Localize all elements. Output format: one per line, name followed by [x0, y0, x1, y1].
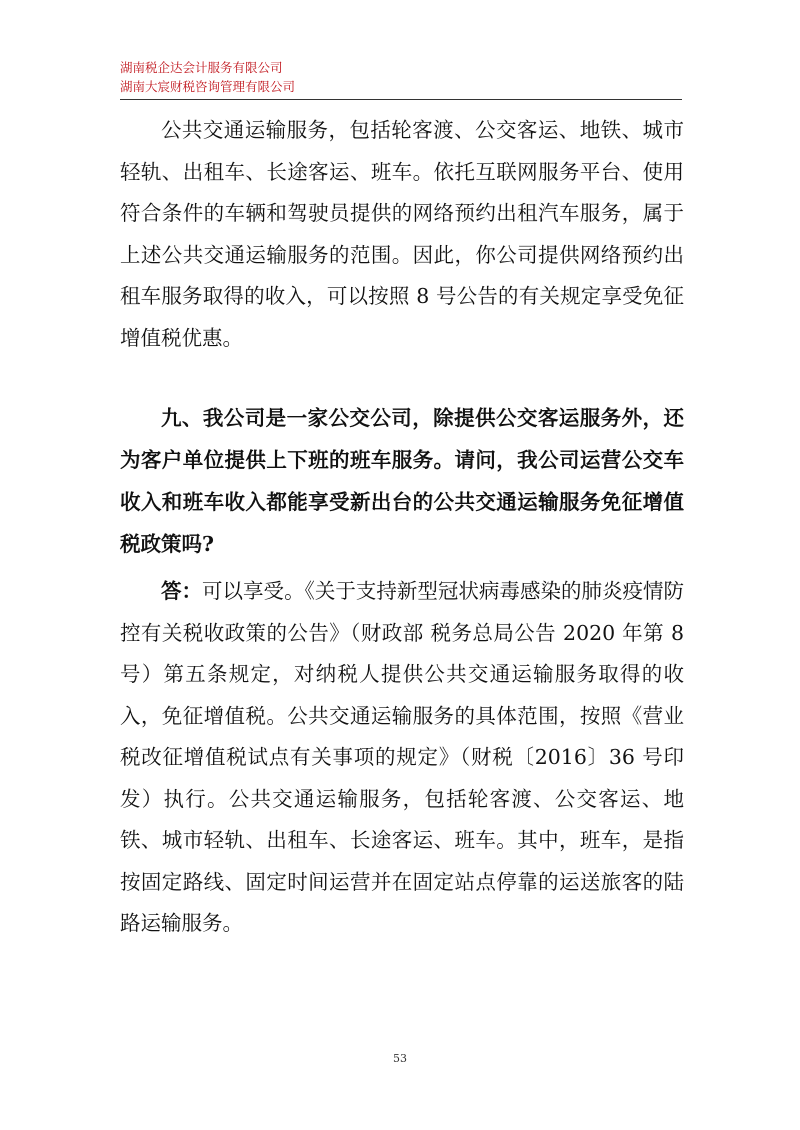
answer-9 [120, 571, 684, 945]
header-divider [120, 99, 682, 100]
page-number: 53 [393, 1052, 407, 1065]
question-9: 九、我公司是一家公交公司，除提供公交客运服务外，还为客户单位提供上下班的班车服务。请问，我公司运营公交车收入和班车收入都能享受新出台的公共交通运输服务免征增值税政策吗? [120, 406, 684, 556]
answer-text: 可以享受。《关于支持新型冠状病毒感染的肺炎疫情防控有关税收政策的公告》（财政部 税务总局公告 2020 年第 8 号）第五条规定，对纳税人提供公共交通运输服务取得的收入，免征增值税。公共交通运输服务的具体范围，按照《营业税改征增值税试点有关事项的规定》（财税〔2016〕36 号印发）执行。公共交通运输服务，包括轮客渡、公交客运、地铁、城市轻轨、出租车、长途客运、班车。其中，班车，是指按固定路线、固定时间运营并在固定站点停靠的运送旅客的陆路运输服务。 [120, 579, 685, 935]
page-header [120, 58, 680, 96]
paragraph-public-transport: 公共交通运输服务，包括轮客渡、公交客运、地铁、城市轻轨、出租车、长途客运、班车。依托互联网服务平台、使用符合条件的车辆和驾驶员提供的网络预约出租汽车服务，属于上述公共交通运输服务的范围。因此，你公司提供网络预约出租车服务取得的收入，可以按照 8 号公告的有关规定享受免征增值税优惠。 [120, 118, 684, 350]
answer-label: 答： [161, 579, 203, 603]
company-name-2: 湖南大宸财税咨询管理有限公司 [120, 79, 296, 94]
company-name-1: 湖南税企达会计服务有限公司 [120, 60, 283, 75]
document-body [120, 110, 684, 945]
